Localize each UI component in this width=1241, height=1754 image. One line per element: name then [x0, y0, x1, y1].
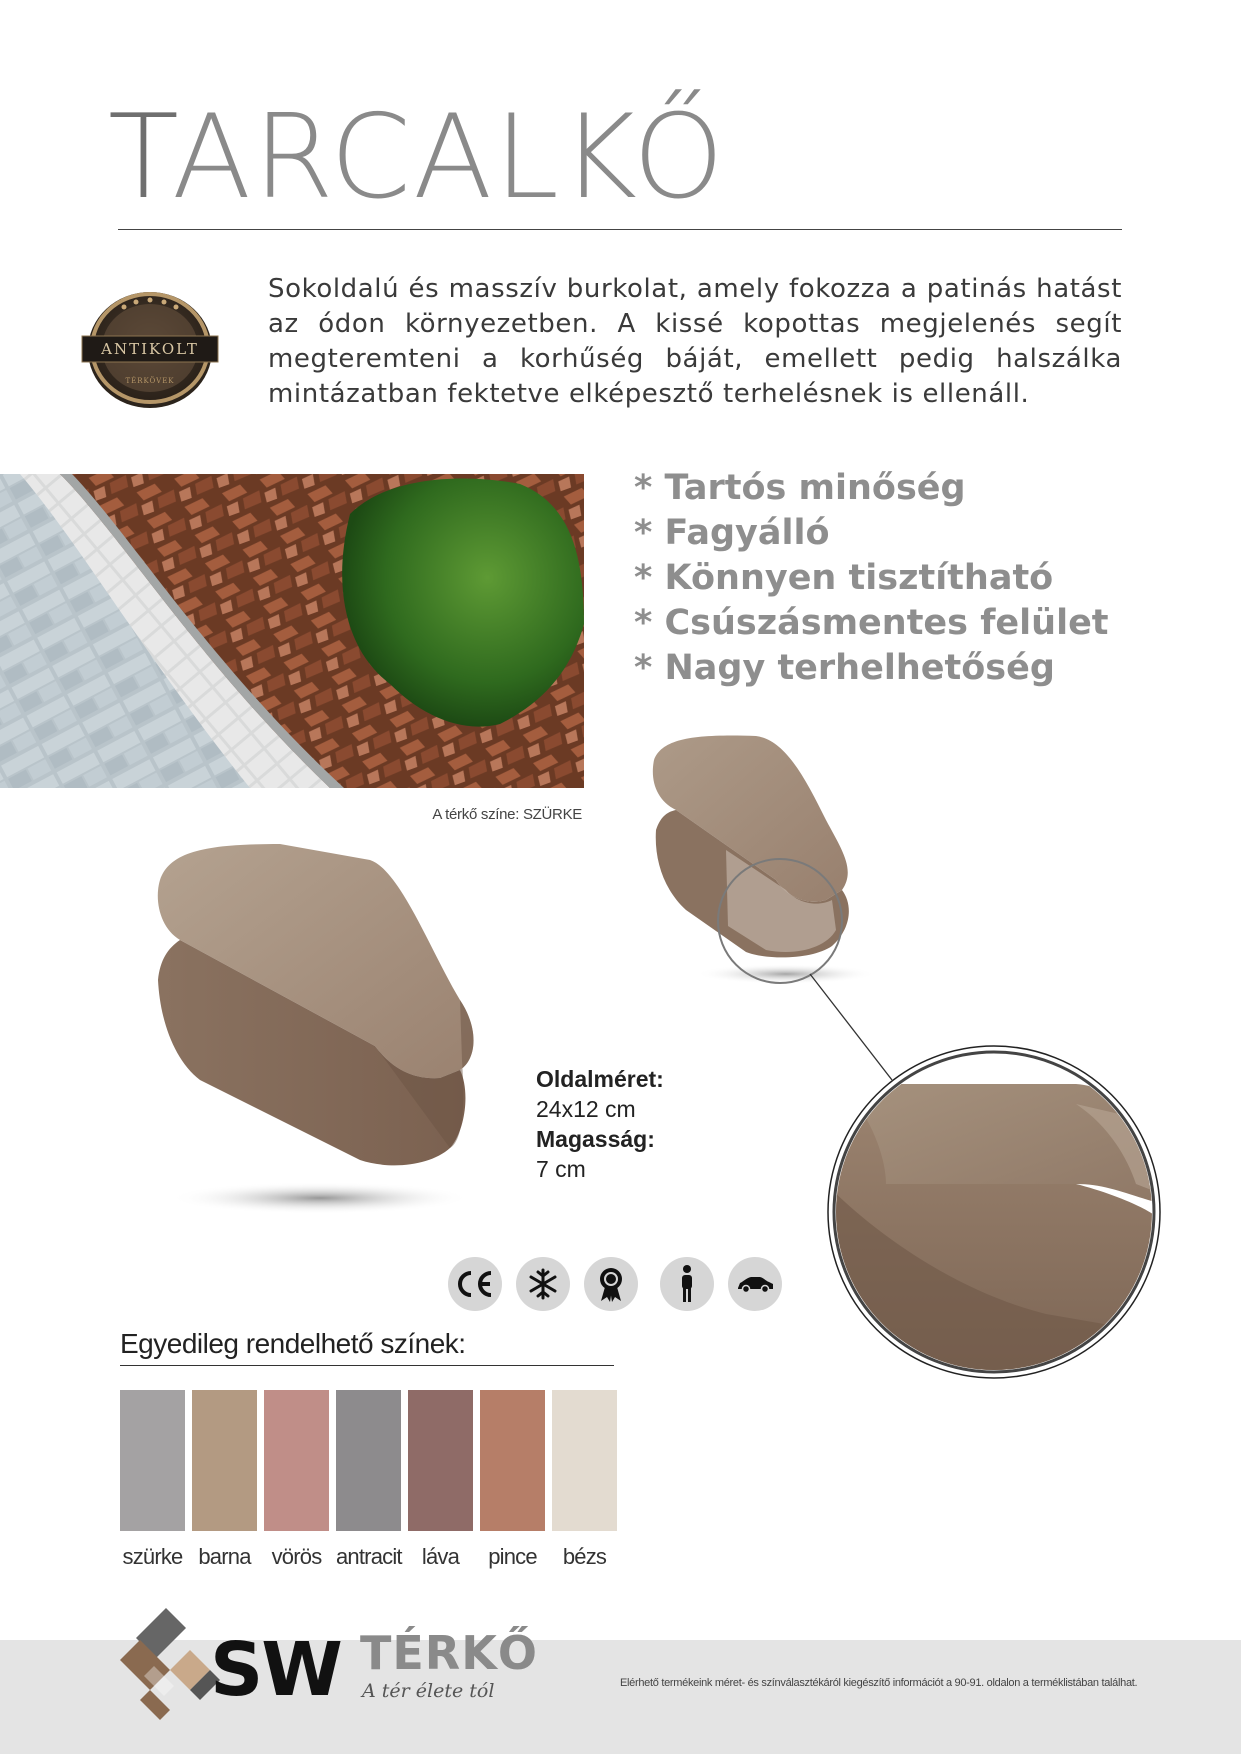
brand-sw: SW: [210, 1627, 341, 1713]
brick-angle-image: [636, 720, 896, 990]
title-initial: T: [108, 90, 172, 225]
brick-main-image: [140, 830, 500, 1220]
title-rest: ARCALKŐ: [171, 90, 727, 225]
feature-item: * Tartós minőség: [634, 468, 966, 508]
color-swatch: [120, 1390, 185, 1531]
side-size-label: Oldalméret:: [536, 1066, 664, 1092]
title-divider: [118, 229, 1122, 230]
color-swatch: [480, 1390, 545, 1531]
color-swatches: [120, 1390, 617, 1531]
feature-list: [634, 466, 1109, 691]
side-size-value: 24x12 cm: [536, 1096, 636, 1122]
badge-text: ANTIKOLT: [101, 340, 199, 358]
certification-icons: [448, 1257, 782, 1311]
color-name: láva: [421, 1544, 460, 1569]
car-icon: [728, 1257, 782, 1311]
ce-mark-icon: [448, 1257, 502, 1311]
color-name: antracit: [336, 1544, 402, 1569]
colors-heading: Egyedileg rendelhető színek:: [120, 1328, 466, 1359]
color-name: bézs: [562, 1544, 607, 1569]
dimensions-block: [536, 1064, 664, 1184]
feature-item: * Fagyálló: [634, 513, 830, 553]
height-value: 7 cm: [536, 1156, 586, 1182]
color-name: pince: [488, 1544, 537, 1569]
color-swatch: [552, 1390, 617, 1531]
footer-note: Elérhető termékeink méret- és színválasztékáról kiegészítő információt a 90-91. oldalon a terméklistában találhat.: [620, 1677, 1138, 1689]
color-name: szürke: [122, 1544, 183, 1569]
frost-resistant-icon: [516, 1257, 570, 1311]
pedestrian-icon: [660, 1257, 714, 1311]
paving-photo: [0, 474, 584, 788]
color-name: vörös: [271, 1544, 322, 1569]
feature-item: * Nagy terhelhetőség: [634, 648, 1055, 688]
brand-slogan: A tér élete tól: [362, 1680, 495, 1702]
page-title: [108, 90, 727, 225]
photo-caption: A térkő színe: SZÜRKE: [432, 806, 582, 823]
badge-subtext: TÉRKÖVEK: [125, 377, 175, 385]
color-name: barna: [198, 1544, 251, 1569]
color-swatch: [408, 1390, 473, 1531]
color-swatch: [192, 1390, 257, 1531]
colors-divider: [120, 1365, 614, 1366]
quality-award-icon: [584, 1257, 638, 1311]
brick-detail-zoom: [826, 1044, 1162, 1380]
feature-item: * Csúszásmentes felület: [634, 603, 1109, 643]
feature-item: * Könnyen tisztítható: [634, 558, 1054, 598]
antikolt-badge: [74, 280, 224, 410]
height-label: Magasság:: [536, 1126, 655, 1152]
color-swatch: [264, 1390, 329, 1531]
brand-terko: TÉRKŐ: [360, 1626, 538, 1680]
color-swatch: [336, 1390, 401, 1531]
intro-paragraph: Sokoldalú és masszív burkolat, amely fokozza a patinás hatást az ódon környezetben. A kissé kopottas megjelenés segít megteremteni a korhűség báját, emellett pedig halszálka mintázatban fektetve elképesztő terhelésnek is ellenáll.: [268, 274, 1122, 409]
color-names: [120, 1544, 617, 1570]
